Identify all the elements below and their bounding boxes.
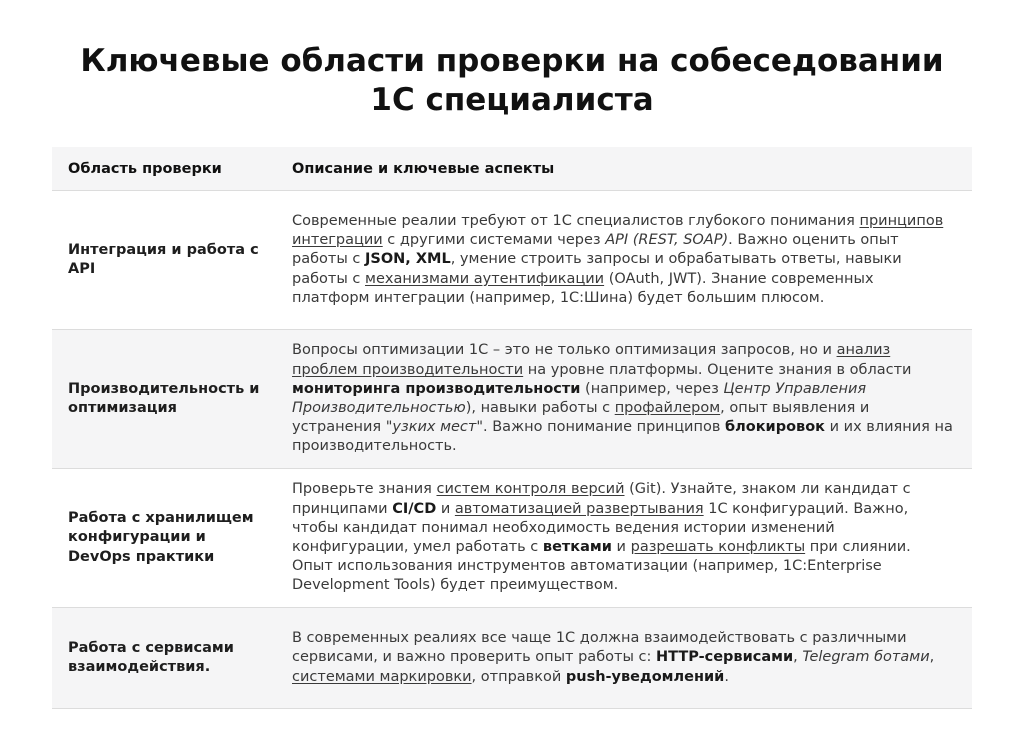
checks-table [52, 147, 972, 709]
row-description: Проверьте знания систем контроля версий (Git). Узнайте, знаком ли кандидат с принципами CI/CD и автоматизацией развертывания 1С конфигураций. Важно, чтобы кандидат понимал необходимость ведения истории изменений конфигурации, умел работать с ветками и разрешать конфликты при слиянии. Опыт использования инструментов автоматизации (например, 1C:Enterprise Development Tools) будет преимуществом. [276, 469, 972, 608]
row-area: Работа с сервисами взаимодействия. [52, 608, 276, 709]
row-description: В современных реалиях все чаще 1С должна взаимодействовать с различными сервисами, и важно проверить опыт работы с: HTTP-сервисами, Telegram ботами, системами маркировки, отправкой push-уведомлений. [276, 608, 972, 709]
term-link: систем контроля версий [436, 481, 625, 498]
row-description: Современные реалии требуют от 1С специалистов глубокого понимания принципов интеграции с другими системами через API (REST, SOAP). Важно оценить опыт работы с JSON, XML, умение строить запросы и обрабатывать ответы, навыки работы с механизмами аутентификации (OAuth, JWT). Знание современных платформ интеграции (например, 1С:Шина) будет большим плюсом. [276, 191, 972, 330]
term-link: механизмами аутентификации [365, 270, 605, 287]
page-title [0, 0, 1024, 120]
term-link: автоматизацией развертывания [454, 500, 704, 517]
row-description: Вопросы оптимизации 1С – это не только оптимизация запросов, но и анализ проблем производительности на уровне платформы. Оцените знания в области мониторинга производительности (например, через Центр Управления Производительностью), навыки работы с профайлером, опыт выявления и устранения "узких мест". Важно понимание принципов блокировок и их влияния на производительность. [276, 330, 972, 469]
row-area: Работа с хранилищем конфигурации и DevOps практики [52, 469, 276, 608]
term-link: разрешать конфликты [630, 539, 806, 555]
row-area: Производительность и оптимизация [52, 330, 276, 469]
header-description: Описание и ключевые аспекты [276, 147, 972, 191]
term-link: анализ проблем производительности [292, 342, 891, 378]
header-area: Область проверки [52, 147, 276, 191]
page-title-line-2: 1С специалиста [370, 82, 654, 118]
table-row [52, 191, 972, 330]
table-header-row [52, 147, 972, 191]
term-link: принципов интеграции [292, 212, 944, 249]
table-row [52, 469, 972, 608]
table-row [52, 330, 972, 469]
term-link: системами маркировки [292, 668, 472, 685]
row-area: Интеграция и работа с API [52, 191, 276, 330]
term-link: профайлером [614, 400, 721, 416]
page-title-line-1: Ключевые области проверки на собеседовании [80, 43, 944, 79]
table-row [52, 608, 972, 709]
